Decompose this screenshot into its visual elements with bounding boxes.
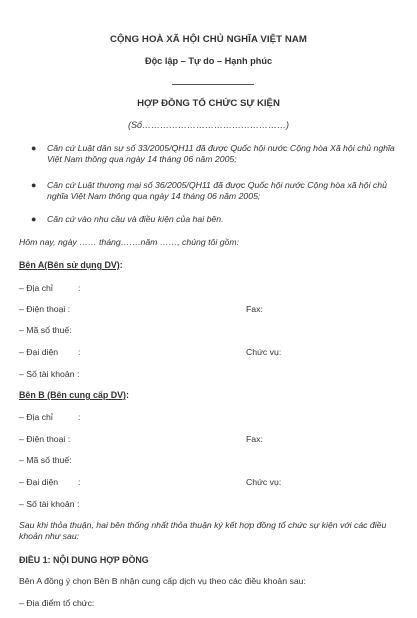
article-1-item: – Địa điểm tổ chức:: [19, 598, 95, 608]
party-b-position: Chức vụ:: [246, 477, 282, 487]
party-a-phone: – Điện thoại :: [19, 304, 71, 314]
party-a-title: Bên A(Bên sử dụng DV): [19, 260, 120, 270]
basis-item: [31, 180, 401, 202]
national-header: CỘNG HOÀ XÃ HỘI CHỦ NGHĨA VIỆT NAM: [109, 34, 308, 45]
party-a-account: – Số tài khoản :: [19, 369, 80, 379]
party-b-rep: [19, 477, 80, 488]
national-motto: Độc lập – Tự do – Hạnh phúc: [144, 56, 273, 66]
party-b-heading: [19, 390, 129, 401]
address-label: – Địa chỉ: [19, 283, 53, 293]
party-b-title: Bên B (Bên cung cấp DV): [19, 390, 127, 400]
party-a-position: Chức vụ:: [246, 347, 282, 357]
party-b-account: – Số tài khoản :: [19, 499, 80, 509]
party-a-colon: :: [119, 260, 123, 270]
basis-item: [31, 214, 401, 225]
article-1-heading: ĐIỀU 1: NỘI DUNG HỢP ĐỒNG: [19, 555, 149, 565]
basis-text: Căn cứ Luật thương mại số 36/2005/QH11 đã được Quốc hội nước Cộng hòa xã hội chủ nghĩa Việt Nam thông qua ngày 14 tháng 06 năm 2005;: [47, 180, 387, 202]
contract-number: (Số…………………………………………): [127, 120, 289, 130]
rep-label: – Đại diện: [19, 477, 59, 487]
party-b-colon: :: [126, 390, 129, 400]
contract-title: HỢP ĐỒNG TỔ CHỨC SỰ KIỆN: [137, 98, 280, 109]
address-sep: :: [78, 283, 81, 293]
bullet-icon: ●: [31, 180, 37, 190]
address-sep: :: [78, 412, 81, 422]
party-a-rep: [19, 347, 80, 358]
party-a-fax: Fax:: [246, 304, 263, 314]
article-1-body: Bên A đồng ý chọn Bên B nhận cung cấp dịch vụ theo các điều khoản sau:: [19, 576, 306, 586]
basis-item: [31, 143, 401, 165]
header-divider: [172, 84, 254, 85]
basis-text: Căn cứ vào nhu cầu và điều kiện của hai bên.: [47, 214, 224, 224]
intro-line: Hôm nay, ngày …… tháng…….năm ……, chúng tôi gồm:: [19, 237, 240, 247]
address-label: – Địa chỉ: [19, 412, 53, 422]
rep-label: – Đại diện: [19, 347, 59, 357]
party-a-address: [19, 283, 80, 294]
party-a-heading: [19, 260, 123, 271]
party-b-fax: Fax:: [246, 434, 263, 444]
party-b-address: [19, 412, 80, 423]
basis-text: Căn cứ Luật dân sự số 33/2005/QH11 đã được Quốc hội nước Cộng hòa Xã hội chủ nghĩa Việt Nam thông qua ngày 14 tháng 06 năm 2005;: [47, 143, 395, 165]
agreement-paragraph: Sau khi thỏa thuận, hai bên thống nhất thỏa thuận ký kết hợp đồng tổ chức sự kiện với các điều khoản như sau:: [19, 520, 387, 542]
rep-sep: :: [78, 477, 81, 487]
bullet-icon: ●: [31, 214, 37, 224]
bullet-icon: ●: [31, 143, 37, 153]
party-b-tax: – Mã số thuế:: [19, 455, 72, 465]
party-b-phone: – Điện thoại :: [19, 434, 71, 444]
party-a-tax: – Mã số thuế:: [19, 325, 72, 335]
rep-sep: :: [78, 347, 81, 357]
